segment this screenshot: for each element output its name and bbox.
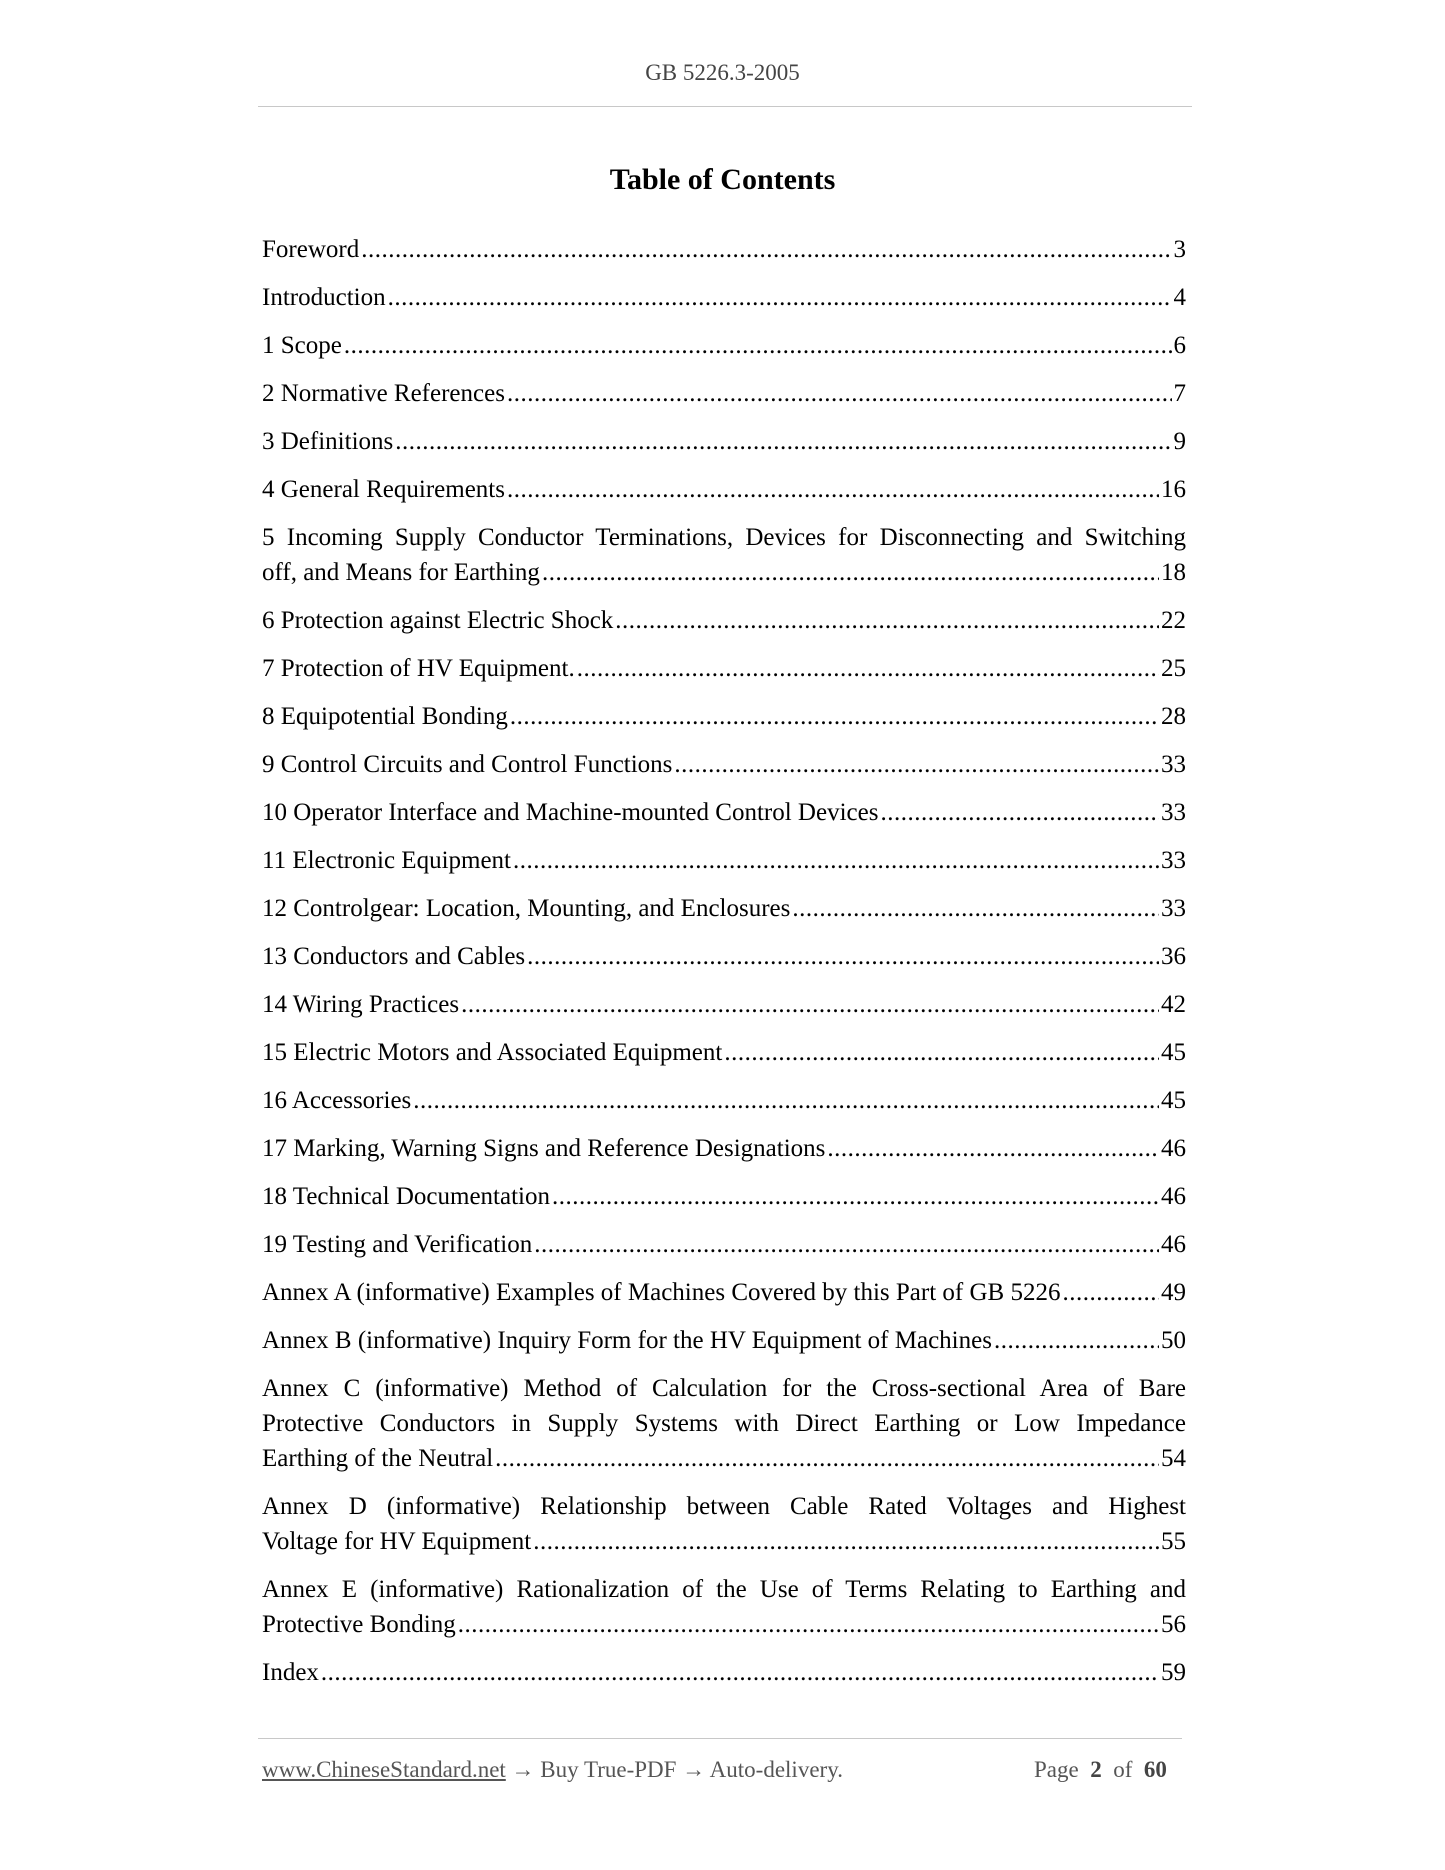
toc-entry-wiring-practices[interactable]: 14 Wiring Practices ..... 42 <box>262 987 1186 1022</box>
toc-entry-annex-b[interactable]: Annex B (informative) Inquiry Form for the HV Equipment of Machines ..... 50 <box>262 1323 1186 1358</box>
buy-text: Buy True-PDF <box>540 1757 677 1782</box>
footer-divider <box>258 1738 1182 1739</box>
toc-title: Table of Contents <box>609 163 836 196</box>
footer-promo <box>262 1757 843 1783</box>
toc-entry-general-requirements[interactable]: 4 General Requirements ..... 16 <box>262 472 1186 507</box>
toc-entry-electric-motors[interactable]: 15 Electric Motors and Associated Equipment ..... 45 <box>262 1035 1186 1070</box>
toc-entry-annex-d[interactable]: Annex D (informative) Relationship between Cable Rated Voltages and Highest Voltage for HV Equipment ..... 55 <box>262 1489 1186 1559</box>
toc-entry-control-circuits[interactable]: 9 Control Circuits and Control Functions ..... 33 <box>262 747 1186 782</box>
toc-entry-controlgear[interactable]: 12 Controlgear: Location, Mounting, and Enclosures ..... 33 <box>262 891 1186 926</box>
document-id-header: GB 5226.3-2005 <box>645 60 800 85</box>
arrow-right-icon: → <box>511 1757 535 1782</box>
page-total: 60 <box>1143 1757 1167 1782</box>
toc-entry-electronic-equipment[interactable]: 11 Electronic Equipment ..... 33 <box>262 843 1186 878</box>
toc-entry-scope[interactable]: 1 Scope ..... 6 <box>262 328 1186 363</box>
toc-entry-introduction[interactable]: Introduction ..... 4 <box>262 280 1186 315</box>
table-of-contents <box>262 232 1186 1703</box>
toc-entry-operator-interface[interactable]: 10 Operator Interface and Machine-mounted Control Devices ..... 33 <box>262 795 1186 830</box>
toc-entry-testing-verification[interactable]: 19 Testing and Verification ..... 46 <box>262 1227 1186 1262</box>
page-label: Page <box>1034 1757 1079 1782</box>
toc-entry-conductors-cables[interactable]: 13 Conductors and Cables ..... 36 <box>262 939 1186 974</box>
toc-entry-normative-references[interactable]: 2 Normative References ..... 7 <box>262 376 1186 411</box>
toc-entry-annex-e[interactable]: Annex E (informative) Rationalization of the Use of Terms Relating to Earthing and Protective Bonding ..... 56 <box>262 1572 1186 1642</box>
page-number <box>1034 1757 1167 1783</box>
toc-entry-accessories[interactable]: 16 Accessories ..... 45 <box>262 1083 1186 1118</box>
toc-entry-hv-equipment[interactable]: 7 Protection of HV Equipment. ..... 25 <box>262 651 1186 686</box>
toc-entry-electric-shock[interactable]: 6 Protection against Electric Shock ..... 22 <box>262 603 1186 638</box>
header-divider <box>258 106 1192 107</box>
toc-entry-index[interactable]: Index ..... 59 <box>262 1655 1186 1690</box>
toc-entry-foreword[interactable]: Foreword ..... 3 <box>262 232 1186 267</box>
arrow-right-icon: → <box>682 1757 706 1782</box>
toc-entry-marking[interactable]: 17 Marking, Warning Signs and Reference Designations ..... 46 <box>262 1131 1186 1166</box>
toc-entry-incoming-supply[interactable]: 5 Incoming Supply Conductor Terminations, Devices for Disconnecting and Switching off, and Means for Earthing ..... 18 <box>262 520 1186 590</box>
toc-entry-definitions[interactable]: 3 Definitions ..... 9 <box>262 424 1186 459</box>
page-current: 2 <box>1090 1757 1102 1782</box>
toc-entry-annex-c[interactable]: Annex C (informative) Method of Calculation for the Cross-sectional Area of Bare Protective Conductors in Supply Systems with Direct Earthing or Low Impedance Earthing of the Neutral ..... 54 <box>262 1371 1186 1476</box>
page-of: of <box>1113 1757 1133 1782</box>
delivery-text: Auto-delivery. <box>709 1757 843 1782</box>
toc-entry-equipotential-bonding[interactable]: 8 Equipotential Bonding ..... 28 <box>262 699 1186 734</box>
toc-entry-technical-documentation[interactable]: 18 Technical Documentation ..... 46 <box>262 1179 1186 1214</box>
website-link[interactable]: www.ChineseStandard.net <box>262 1757 506 1782</box>
toc-entry-annex-a[interactable]: Annex A (informative) Examples of Machines Covered by this Part of GB 5226 ..... 49 <box>262 1275 1186 1310</box>
